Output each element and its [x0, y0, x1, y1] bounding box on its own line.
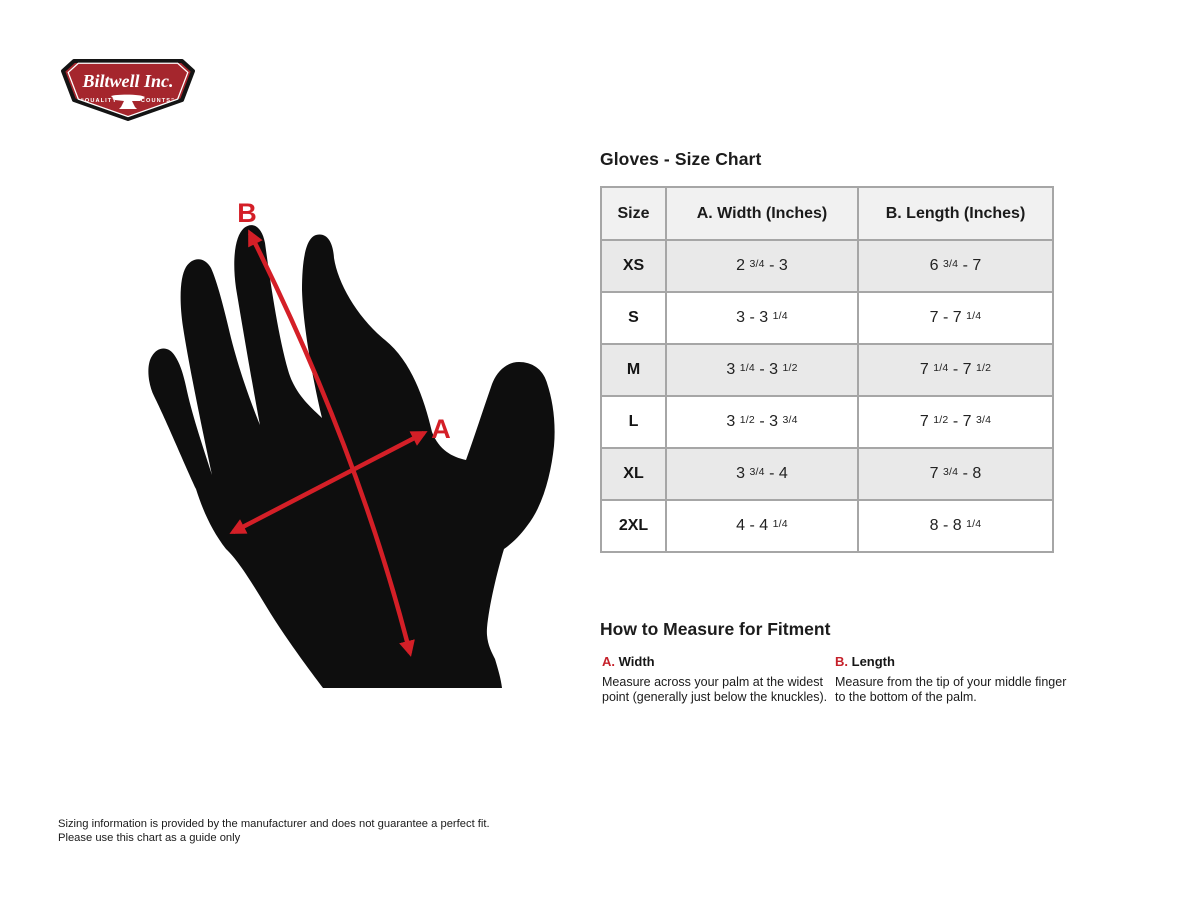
- column-header-length: B. Length (Inches): [858, 187, 1053, 240]
- how-to-measure-title: How to Measure for Fitment: [600, 619, 831, 639]
- size-chart-rows: [601, 240, 1053, 552]
- measure-description-width: Measure across your palm at the widest point (generally just below the knuckles).: [602, 674, 828, 704]
- measure-key-a: A.: [602, 654, 615, 669]
- label-b: B: [237, 198, 257, 228]
- footer-line-2: Please use this chart as a guide only: [58, 831, 241, 844]
- column-header-size: Size: [601, 187, 666, 240]
- measure-description-length: Measure from the tip of your middle finger to the bottom of the palm.: [835, 674, 1067, 704]
- size-chart-title: Gloves - Size Chart: [600, 149, 762, 169]
- size-cell: M: [601, 344, 666, 396]
- width-cell: 3 1/2 - 3 3/4: [666, 396, 858, 448]
- table-row: [601, 292, 1053, 344]
- length-cell: 7 1/2 - 7 3/4: [858, 396, 1053, 448]
- size-chart-table: [600, 186, 1054, 553]
- biltwell-logo: [57, 56, 199, 124]
- hand-measurement-diagram: [128, 178, 582, 698]
- measure-heading-width: [602, 654, 834, 670]
- width-cell: 4 - 4 1/4: [666, 500, 858, 552]
- measure-key-b: B.: [835, 654, 848, 669]
- measure-name-length: Length: [851, 654, 895, 669]
- label-a: A: [431, 414, 451, 444]
- table-row: [601, 344, 1053, 396]
- table-row: [601, 500, 1053, 552]
- size-cell: XS: [601, 240, 666, 292]
- footer-disclaimer: [58, 818, 490, 845]
- table-row: [601, 396, 1053, 448]
- width-cell: 3 1/4 - 3 1/2: [666, 344, 858, 396]
- width-cell: 3 - 3 1/4: [666, 292, 858, 344]
- length-cell: 7 3/4 - 8: [858, 448, 1053, 500]
- column-header-width: A. Width (Inches): [666, 187, 858, 240]
- measure-name-width: Width: [618, 654, 655, 669]
- table-row: [601, 448, 1053, 500]
- width-cell: 3 3/4 - 4: [666, 448, 858, 500]
- size-cell: L: [601, 396, 666, 448]
- logo-tagline-right: COUNTS”: [140, 98, 175, 104]
- measure-instruction-width: [602, 654, 834, 705]
- length-cell: 7 1/4 - 7 1/2: [858, 344, 1053, 396]
- size-cell: XL: [601, 448, 666, 500]
- logo-tagline-left: “QUALITY: [81, 98, 118, 104]
- length-cell: 7 - 7 1/4: [858, 292, 1053, 344]
- measure-instruction-length: [835, 654, 1075, 705]
- header-row: [601, 187, 1053, 240]
- size-cell: 2XL: [601, 500, 666, 552]
- logo-brand-text: Biltwell Inc.: [82, 71, 174, 91]
- size-cell: S: [601, 292, 666, 344]
- footer-line-1: Sizing information is provided by the manufacturer and does not guarantee a perfect fit.: [58, 818, 490, 830]
- measure-heading-length: [835, 654, 1075, 670]
- table-row: [601, 240, 1053, 292]
- length-cell: 8 - 8 1/4: [858, 500, 1053, 552]
- hand-silhouette: [148, 225, 554, 688]
- width-cell: 2 3/4 - 3: [666, 240, 858, 292]
- length-cell: 6 3/4 - 7: [858, 240, 1053, 292]
